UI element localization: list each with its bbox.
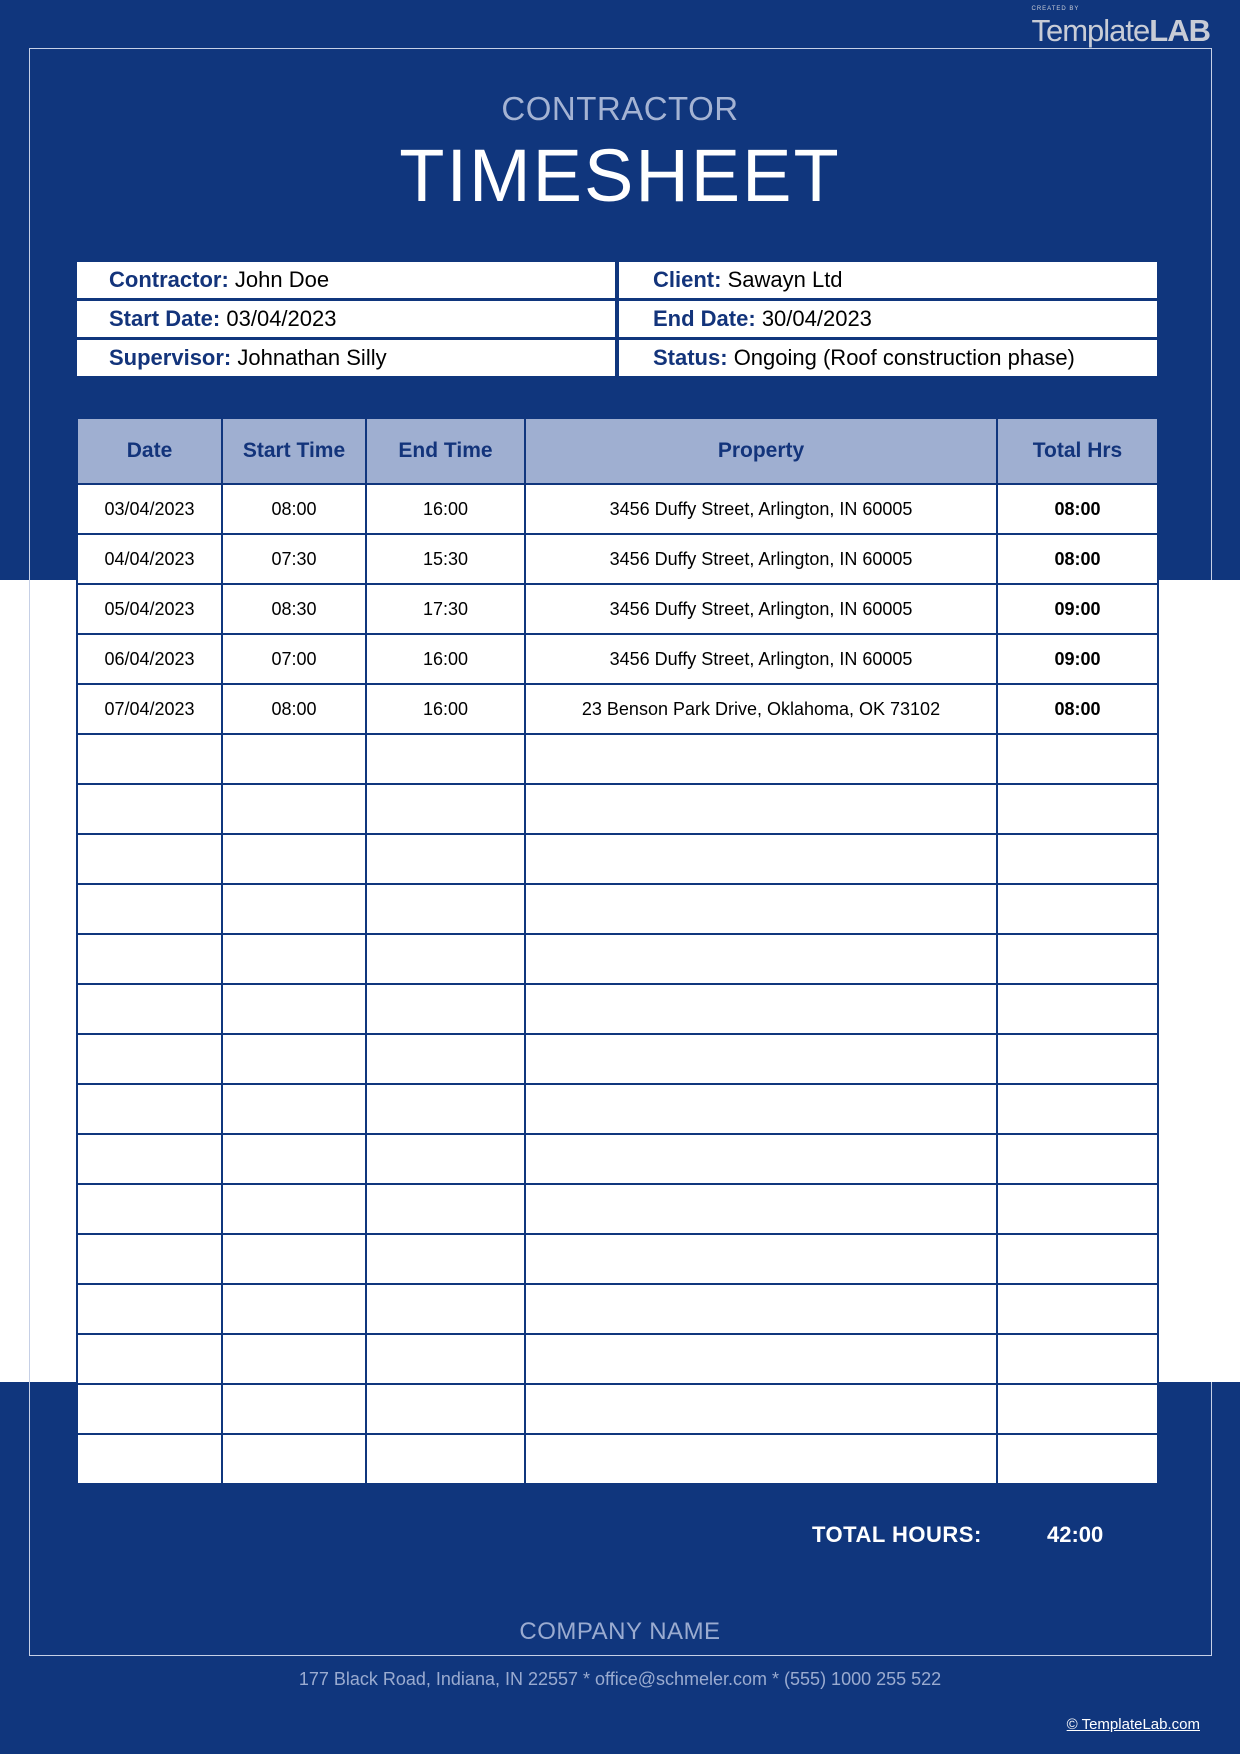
cell-start-time[interactable]: [222, 1384, 366, 1434]
end-date-value: 30/04/2023: [761, 306, 872, 331]
cell-date[interactable]: 04/04/2023: [77, 534, 222, 584]
start-date-value: 03/04/2023: [226, 306, 337, 331]
cell-total-hrs[interactable]: [997, 734, 1158, 784]
table-row: [77, 1434, 1158, 1484]
cell-end-time[interactable]: [366, 1234, 525, 1284]
total-hours-value: 42:00: [1047, 1522, 1104, 1547]
cell-date[interactable]: 07/04/2023: [77, 684, 222, 734]
table-row: [77, 784, 1158, 834]
table-row: [77, 734, 1158, 784]
cell-end-time[interactable]: [366, 1434, 525, 1484]
cell-start-time[interactable]: [222, 1034, 366, 1084]
logo-created-by: CREATED BY: [1031, 6, 1080, 12]
cell-property[interactable]: 23 Benson Park Drive, Oklahoma, OK 73102: [525, 684, 997, 734]
cell-property[interactable]: [525, 934, 997, 984]
cell-date[interactable]: [77, 1284, 222, 1334]
cell-end-time[interactable]: [366, 1084, 525, 1134]
cell-start-time[interactable]: [222, 1084, 366, 1134]
timesheet-rows: [77, 484, 1158, 1484]
table-row: [77, 1334, 1158, 1384]
company-name: COMPANY NAME: [519, 1618, 721, 1645]
cell-property[interactable]: 3456 Duffy Street, Arlington, IN 60005: [525, 484, 997, 534]
cell-total-hrs[interactable]: [997, 934, 1158, 984]
cell-total-hrs[interactable]: [997, 884, 1158, 934]
table-row: [77, 584, 1158, 634]
cell-date[interactable]: [77, 784, 222, 834]
cell-start-time[interactable]: 07:00: [222, 634, 366, 684]
end-date-label: End Date:: [653, 306, 756, 331]
cell-property[interactable]: [525, 784, 997, 834]
cell-total-hrs[interactable]: [997, 1384, 1158, 1434]
cell-property[interactable]: [525, 834, 997, 884]
cell-end-time[interactable]: [366, 1334, 525, 1384]
cell-start-time[interactable]: [222, 1234, 366, 1284]
cell-end-time[interactable]: [366, 1284, 525, 1334]
cell-start-time[interactable]: [222, 884, 366, 934]
table-row: [77, 484, 1158, 534]
cell-start-time[interactable]: [222, 734, 366, 784]
cell-total-hrs[interactable]: [997, 1034, 1158, 1084]
frame-gap: [1208, 580, 1214, 1382]
logo-lab-text: LAB: [1149, 13, 1210, 48]
cell-end-time[interactable]: [366, 1384, 525, 1434]
cell-start-time[interactable]: [222, 1334, 366, 1384]
client-label: Client:: [653, 267, 722, 292]
page-subtitle: CONTRACTOR: [501, 90, 739, 127]
cell-start-time[interactable]: [222, 934, 366, 984]
table-row: [77, 1084, 1158, 1134]
table-row: [77, 1234, 1158, 1284]
cell-property[interactable]: [525, 1434, 997, 1484]
cell-property[interactable]: 3456 Duffy Street, Arlington, IN 60005: [525, 534, 997, 584]
cell-date[interactable]: [77, 934, 222, 984]
contractor-value: John Doe: [234, 267, 330, 292]
client-field[interactable]: [617, 262, 1157, 301]
cell-total-hrs[interactable]: [997, 834, 1158, 884]
cell-date[interactable]: [77, 1384, 222, 1434]
cell-start-time[interactable]: 08:00: [222, 484, 366, 534]
cell-property[interactable]: [525, 1134, 997, 1184]
status-label: Status:: [653, 345, 728, 370]
cell-property[interactable]: [525, 1234, 997, 1284]
cell-property[interactable]: 3456 Duffy Street, Arlington, IN 60005: [525, 584, 997, 634]
logo-template-text: Template: [1031, 13, 1150, 48]
cell-end-time[interactable]: [366, 934, 525, 984]
column-header-property: Property: [525, 418, 997, 484]
cell-total-hrs[interactable]: 08:00: [997, 534, 1158, 584]
cell-total-hrs[interactable]: 09:00: [997, 584, 1158, 634]
cell-end-time[interactable]: 15:30: [366, 534, 525, 584]
cell-start-time[interactable]: [222, 1134, 366, 1184]
cell-total-hrs[interactable]: [997, 1084, 1158, 1134]
cell-date[interactable]: [77, 834, 222, 884]
cell-total-hrs[interactable]: [997, 1184, 1158, 1234]
table-row: [77, 1284, 1158, 1334]
table-row: [77, 934, 1158, 984]
cell-end-time[interactable]: [366, 734, 525, 784]
cell-date[interactable]: [77, 984, 222, 1034]
cell-date[interactable]: 03/04/2023: [77, 484, 222, 534]
templatelab-link[interactable]: © TemplateLab.com: [1066, 1716, 1200, 1733]
cell-end-time[interactable]: [366, 784, 525, 834]
cell-total-hrs[interactable]: [997, 1134, 1158, 1184]
cell-end-time[interactable]: [366, 834, 525, 884]
cell-total-hrs[interactable]: [997, 984, 1158, 1034]
cell-start-time[interactable]: 07:30: [222, 534, 366, 584]
cell-date[interactable]: [77, 1134, 222, 1184]
cell-total-hrs[interactable]: 08:00: [997, 484, 1158, 534]
cell-start-time[interactable]: 08:00: [222, 684, 366, 734]
cell-property[interactable]: [525, 1284, 997, 1334]
supervisor-label: Supervisor:: [109, 345, 232, 370]
cell-start-time[interactable]: 08:30: [222, 584, 366, 634]
table-row: [77, 684, 1158, 734]
cell-property[interactable]: [525, 984, 997, 1034]
cell-start-time[interactable]: [222, 1434, 366, 1484]
cell-total-hrs[interactable]: 09:00: [997, 634, 1158, 684]
supervisor-value: Johnathan Silly: [237, 345, 387, 370]
cell-property[interactable]: [525, 734, 997, 784]
cell-total-hrs[interactable]: [997, 1434, 1158, 1484]
cell-end-time[interactable]: 17:30: [366, 584, 525, 634]
cell-end-time[interactable]: [366, 1034, 525, 1084]
cell-date[interactable]: [77, 1434, 222, 1484]
page-title: TIMESHEET: [399, 134, 841, 217]
timesheet-table: [76, 417, 1159, 1485]
table-row: [77, 534, 1158, 584]
start-date-label: Start Date:: [109, 306, 221, 331]
total-hours-label: TOTAL HOURS:: [812, 1522, 982, 1547]
supervisor-field[interactable]: [77, 340, 617, 379]
cell-property[interactable]: [525, 884, 997, 934]
cell-start-time[interactable]: [222, 1184, 366, 1234]
cell-date[interactable]: [77, 1184, 222, 1234]
cell-end-time[interactable]: [366, 884, 525, 934]
cell-total-hrs[interactable]: 08:00: [997, 684, 1158, 734]
cell-end-time[interactable]: [366, 1134, 525, 1184]
cell-end-time[interactable]: 16:00: [366, 634, 525, 684]
table-row: [77, 884, 1158, 934]
cell-property[interactable]: [525, 1384, 997, 1434]
status-value: Ongoing (Roof construction phase): [733, 345, 1075, 370]
cell-start-time[interactable]: [222, 984, 366, 1034]
cell-end-time[interactable]: [366, 1184, 525, 1234]
cell-property[interactable]: [525, 1034, 997, 1084]
contractor-label: Contractor:: [109, 267, 229, 292]
cell-property[interactable]: [525, 1084, 997, 1134]
table-row: [77, 1134, 1158, 1184]
cell-start-time[interactable]: [222, 784, 366, 834]
column-header-start-time: Start Time: [222, 418, 366, 484]
table-row: [77, 1034, 1158, 1084]
cell-date[interactable]: [77, 884, 222, 934]
cell-start-time[interactable]: [222, 1284, 366, 1334]
status-field[interactable]: [617, 340, 1157, 379]
cell-date[interactable]: [77, 1234, 222, 1284]
column-header-total-hrs: Total Hrs: [997, 418, 1158, 484]
cell-date[interactable]: 05/04/2023: [77, 584, 222, 634]
cell-date[interactable]: [77, 1084, 222, 1134]
table-row: [77, 834, 1158, 884]
contractor-field[interactable]: [77, 262, 617, 301]
cell-start-time[interactable]: [222, 834, 366, 884]
end-date-field[interactable]: [617, 301, 1157, 340]
table-row: [77, 1184, 1158, 1234]
contract-info-table: [77, 262, 1157, 379]
cell-total-hrs[interactable]: [997, 1284, 1158, 1334]
table-row: [77, 984, 1158, 1034]
start-date-field[interactable]: [77, 301, 617, 340]
cell-end-time[interactable]: 16:00: [366, 484, 525, 534]
cell-end-time[interactable]: 16:00: [366, 684, 525, 734]
table-row: [77, 634, 1158, 684]
cell-property[interactable]: 3456 Duffy Street, Arlington, IN 60005: [525, 634, 997, 684]
column-header-date: Date: [77, 418, 222, 484]
cell-property[interactable]: [525, 1334, 997, 1384]
cell-total-hrs[interactable]: [997, 784, 1158, 834]
cell-date[interactable]: [77, 734, 222, 784]
cell-property[interactable]: [525, 1184, 997, 1234]
client-value: Sawayn Ltd: [727, 267, 843, 292]
cell-date[interactable]: [77, 1334, 222, 1384]
cell-date[interactable]: 06/04/2023: [77, 634, 222, 684]
cell-date[interactable]: [77, 1034, 222, 1084]
cell-total-hrs[interactable]: [997, 1334, 1158, 1384]
cell-total-hrs[interactable]: [997, 1234, 1158, 1284]
templatelab-logo: [1031, 6, 1210, 46]
cell-end-time[interactable]: [366, 984, 525, 1034]
column-header-end-time: End Time: [366, 418, 525, 484]
company-address: 177 Black Road, Indiana, IN 22557 * office@schmeler.com * (555) 1000 255 522: [298, 1669, 942, 1689]
table-row: [77, 1384, 1158, 1434]
